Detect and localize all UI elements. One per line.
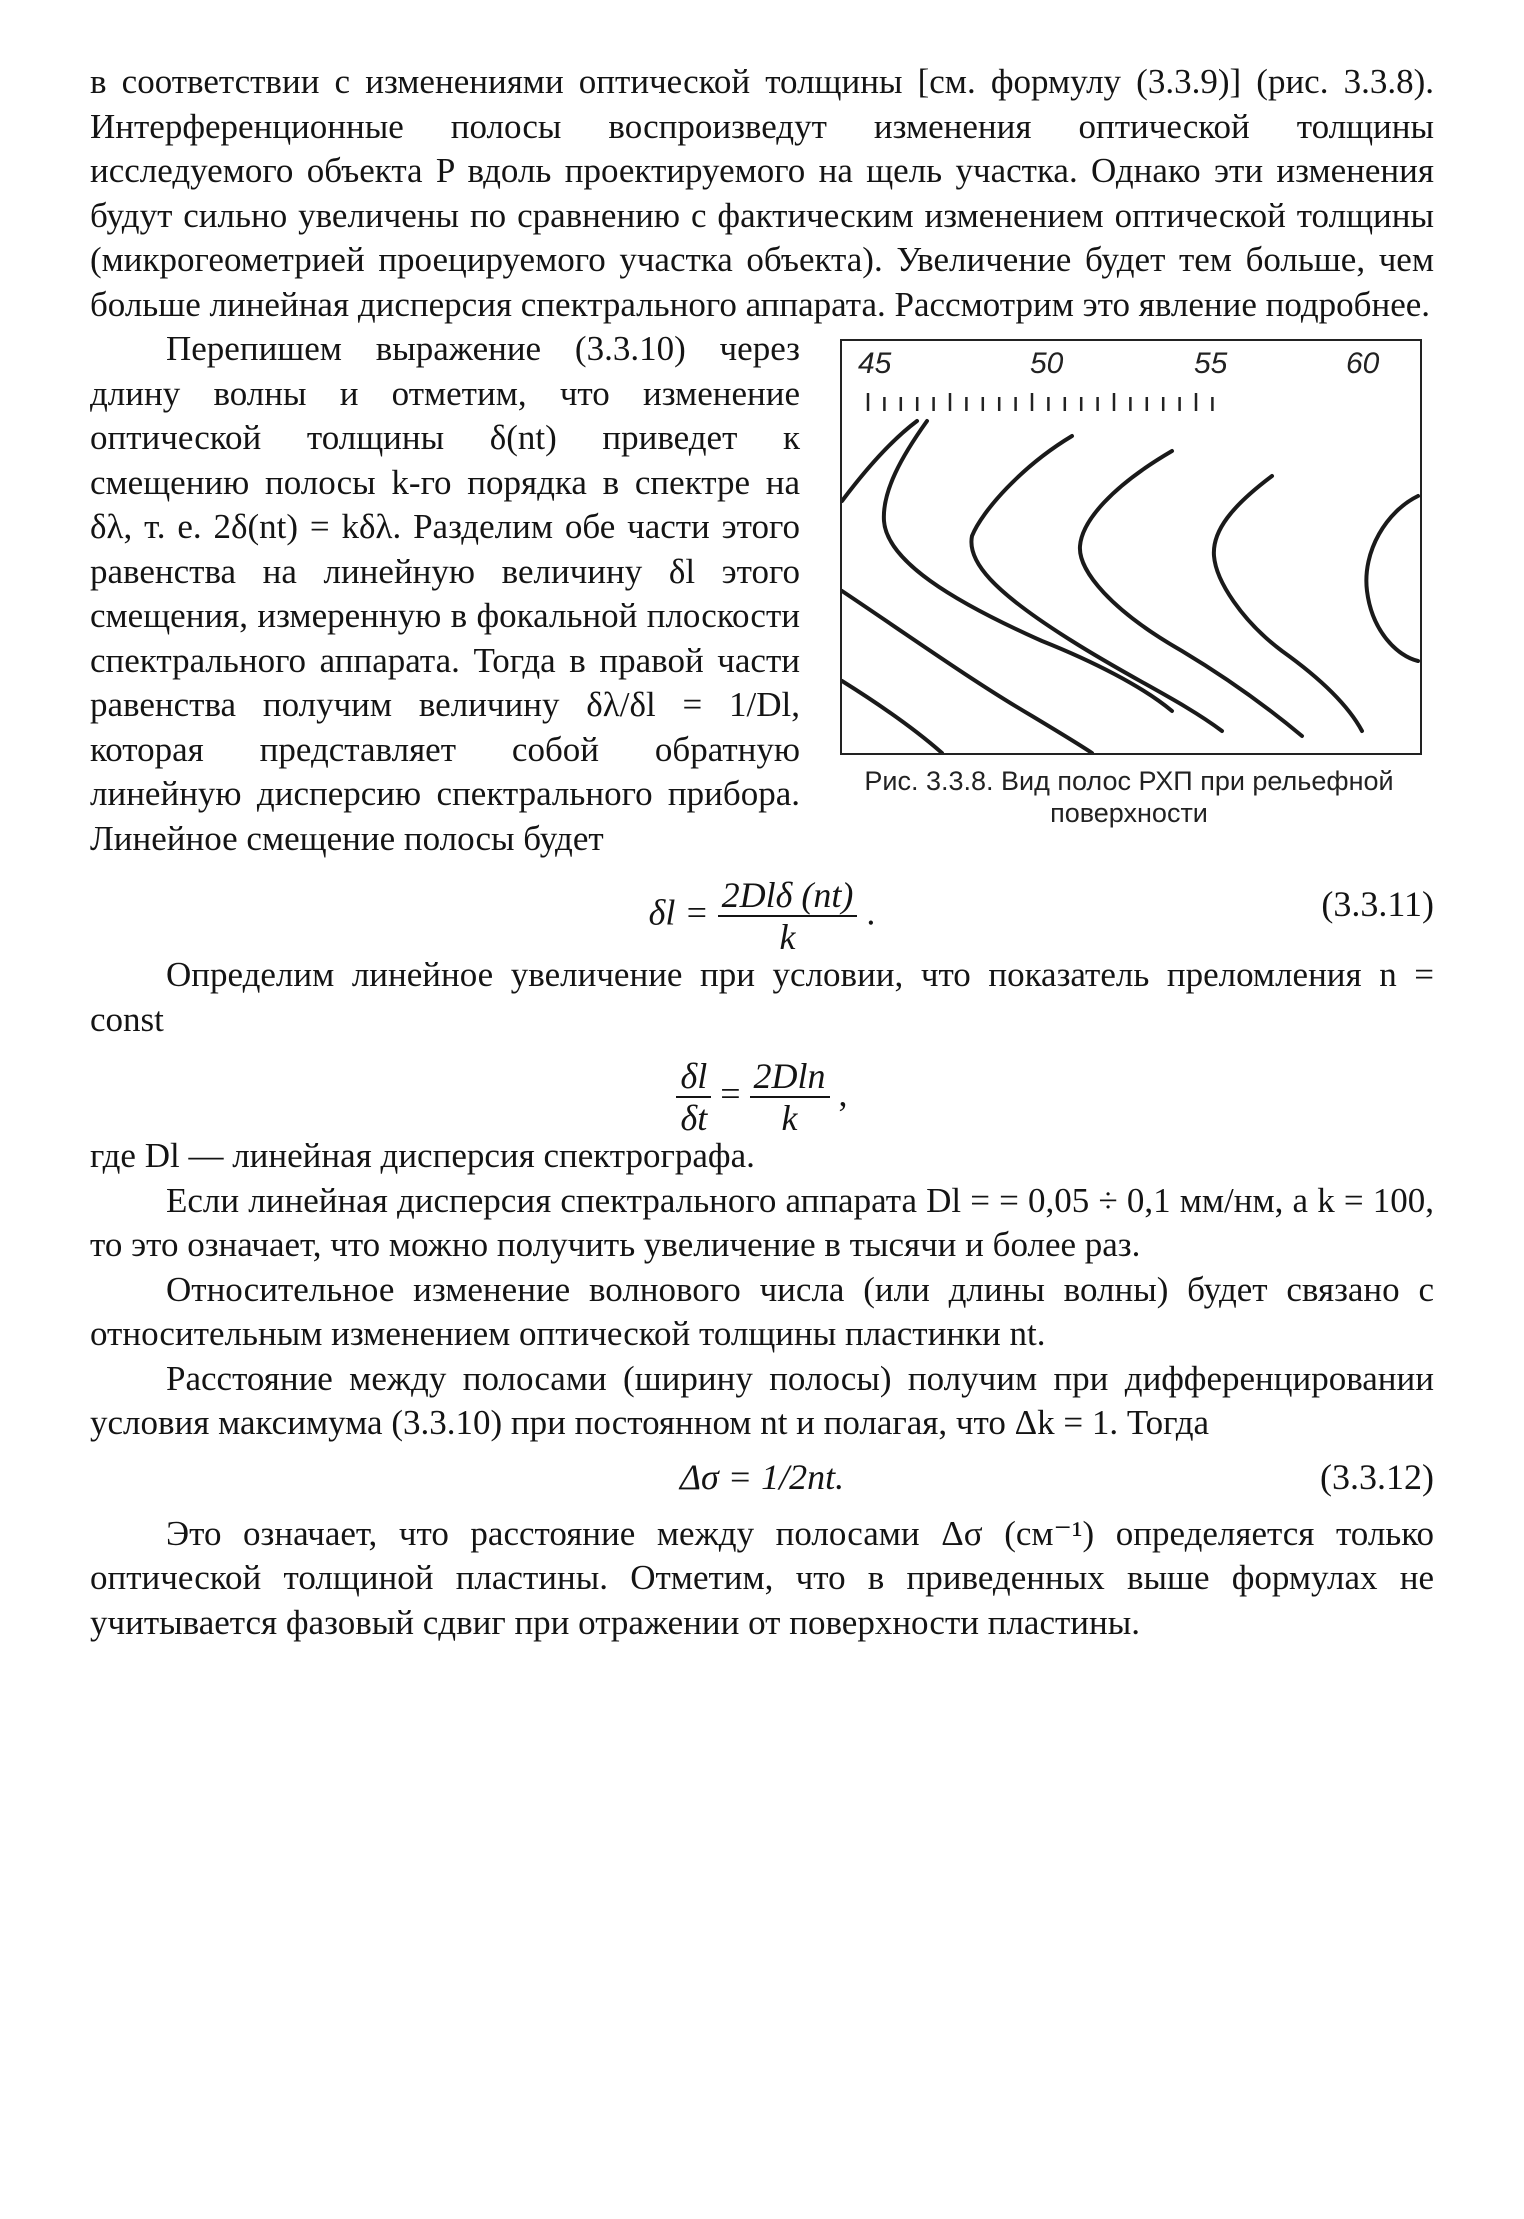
fringe-line-2 xyxy=(884,421,1172,711)
scale-label-60: 60 xyxy=(1346,347,1380,380)
eq1-numerator: 2Dlδ (nt) xyxy=(718,875,858,917)
scale-label-50: 50 xyxy=(1030,347,1064,380)
scale-label-45: 45 xyxy=(858,347,892,380)
scale-label-55: 55 xyxy=(1194,347,1228,380)
eq3-expression: Δσ = 1/2nt. xyxy=(679,1456,845,1497)
eq2-equals: = xyxy=(720,1073,741,1114)
eq2-right-denominator: k xyxy=(781,1098,798,1138)
paragraph-fringe-spacing: Расстояние между полосами (ширину полосы) получим при дифференцировании условия максимума (3.3.10) при постоянном nt и полагая, что Δk = 1. Тогда xyxy=(90,1358,1434,1442)
paragraph-magnification: Определим линейное увеличение при условии, что показатель преломления n = const xyxy=(90,955,1434,1039)
eq2-right-numerator: 2Dln xyxy=(750,1056,830,1098)
eq1-denominator: k xyxy=(779,917,796,957)
paragraph-intro: в соответствии с изменениями оптической толщины [см. формулу (3.3.9)] (рис. 3.3.8). Интерференционные полосы воспроизведут изменения оптической толщины исследуемого объекта P вдоль проектируемого на щель участка. Однако эти изменения будут сильно увеличены по сравнению с фактическим изменением оптической толщины (микрогеометрией проецируемого участка объекта). Увеличение будет тем больше, чем больше линейная дисперсия спектрального аппарата. Рассмотрим это явление подробнее. xyxy=(90,62,1434,324)
equation-3-3-12 xyxy=(90,1446,1434,1512)
figure-frame xyxy=(840,339,1422,755)
page-content xyxy=(90,60,1434,1645)
eq2-right-fraction xyxy=(750,1056,830,1138)
fringe-line-5 xyxy=(1214,476,1362,731)
paragraph-where: где Dl — линейная дисперсия спектрографа. xyxy=(90,1136,755,1175)
eq1-lhs: δl = xyxy=(648,892,709,933)
eq1-fraction xyxy=(718,875,858,957)
eq2-left-fraction xyxy=(676,1056,711,1138)
fringe-drawing xyxy=(842,341,1420,753)
paragraph-relative-change: Относительное изменение волнового числа (или длины волны) будет связано с относительным изменением оптической толщины пластинки nt. xyxy=(90,1269,1434,1353)
equation-3-3-11 xyxy=(90,861,1434,957)
eq1-tail: . xyxy=(866,892,876,933)
figure-caption: Рис. 3.3.8. Вид полос РХП при рельефной поверхности xyxy=(864,766,1394,828)
eq2-tail: , xyxy=(838,1073,848,1114)
fringe-line-4 xyxy=(1080,451,1302,736)
wavelength-scale-ticks xyxy=(868,393,1212,411)
eq1-number: (3.3.11) xyxy=(1321,884,1434,924)
figure-3-3-8 xyxy=(824,339,1434,829)
eq3-number: (3.3.12) xyxy=(1320,1456,1434,1497)
paragraph-rewrite: Перепишем выражение (3.3.10) через длину волны и отметим, что изменение оптической толщины δ(nt) приведет к смещению полосы k-го порядка в спектре на δλ, т. е. 2δ(nt) = kδλ. Разделим обе части этого равенства на линейную величину δl этого смещения, измеренную в фокальной плоскости спектрального аппарата. Тогда в правой части равенства получим величину δλ/δl = 1/Dl, которая представляет собой обратную линейную дисперсию спектрального прибора. Линейное смещение полосы будет xyxy=(90,329,800,858)
equation-magnification xyxy=(90,1042,1434,1138)
paragraph-conclusion: Это означает, что расстояние между полосами Δσ (см⁻¹) определяется только оптической толщиной пластины. Отметим, что в приведенных выше формулах не учитывается фазовый сдвиг при отражении от поверхности пластины. xyxy=(90,1513,1434,1642)
fringe-line-8 xyxy=(842,681,942,753)
paragraph-dispersion-example: Если линейная дисперсия спектрального аппарата Dl = = 0,05 ÷ 0,1 мм/нм, а k = 100, то это означает, что можно получить увеличение в тысячи и более раз. xyxy=(90,1180,1434,1264)
eq2-left-denominator: δt xyxy=(680,1098,708,1138)
fringe-line-6 xyxy=(1366,496,1418,661)
fringe-line-1 xyxy=(842,421,917,501)
eq2-left-numerator: δl xyxy=(676,1056,711,1098)
fringe-line-7 xyxy=(842,591,1092,753)
